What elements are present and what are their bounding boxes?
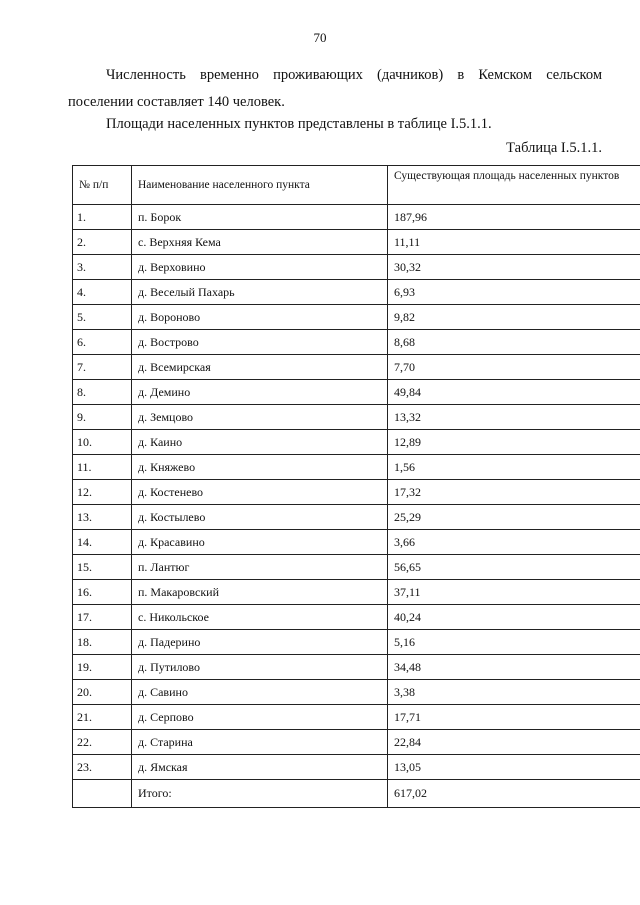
row-number: 13. (73, 505, 132, 530)
settlement-area: 3,66 (388, 530, 640, 555)
total-value: 617,02 (388, 780, 640, 808)
row-number: 8. (73, 380, 132, 405)
settlement-area: 8,68 (388, 330, 640, 355)
row-number: 9. (73, 405, 132, 430)
settlement-name: д. Костенево (132, 480, 388, 505)
settlement-name: д. Верховино (132, 255, 388, 280)
settlement-area: 6,93 (388, 280, 640, 305)
settlement-name: д. Каино (132, 430, 388, 455)
header-settlement-name: Наименование населенного пункта (132, 166, 388, 205)
row-number: 17. (73, 605, 132, 630)
settlement-area: 13,32 (388, 405, 640, 430)
table-row (73, 455, 640, 480)
settlement-name: д. Ямская (132, 755, 388, 780)
row-number: 23. (73, 755, 132, 780)
settlement-name: п. Макаровский (132, 580, 388, 605)
table-row (73, 305, 640, 330)
settlement-name: д. Вострово (132, 330, 388, 355)
table-row (73, 355, 640, 380)
settlement-name: д. Путилово (132, 655, 388, 680)
settlement-name: п. Борок (132, 205, 388, 230)
settlement-area: 11,11 (388, 230, 640, 255)
table-row (73, 555, 640, 580)
table-row (73, 280, 640, 305)
table-caption: Таблица I.5.1.1. (506, 140, 602, 156)
table-row (73, 630, 640, 655)
settlement-area: 25,29 (388, 505, 640, 530)
table-reference-paragraph: Площади населенных пунктов представлены в таблице I.5.1.1. (106, 116, 492, 132)
settlement-area: 13,05 (388, 755, 640, 780)
row-number: 20. (73, 680, 132, 705)
settlement-name: д. Демино (132, 380, 388, 405)
header-area: Существующая площадь населенных пунктов (388, 166, 640, 205)
row-number: 14. (73, 530, 132, 555)
total-empty-cell (73, 780, 132, 808)
settlement-area: 37,11 (388, 580, 640, 605)
table-row (73, 705, 640, 730)
settlement-name: д. Падерино (132, 630, 388, 655)
settlement-name: д. Серпово (132, 705, 388, 730)
settlement-area: 17,32 (388, 480, 640, 505)
table-row (73, 755, 640, 780)
row-number: 6. (73, 330, 132, 355)
settlement-area: 56,65 (388, 555, 640, 580)
settlement-name: с. Никольское (132, 605, 388, 630)
settlement-name: д. Савино (132, 680, 388, 705)
settlement-area: 5,16 (388, 630, 640, 655)
settlement-area: 22,84 (388, 730, 640, 755)
settlement-area: 7,70 (388, 355, 640, 380)
table-row (73, 605, 640, 630)
row-number: 4. (73, 280, 132, 305)
settlement-name: п. Лантюг (132, 555, 388, 580)
settlements-area-table (72, 165, 640, 808)
row-number: 18. (73, 630, 132, 655)
row-number: 19. (73, 655, 132, 680)
row-number: 10. (73, 430, 132, 455)
row-number: 22. (73, 730, 132, 755)
settlement-area: 17,71 (388, 705, 640, 730)
table-total-row (73, 780, 640, 808)
settlement-name: д. Вороново (132, 305, 388, 330)
total-label: Итого: (132, 780, 388, 808)
page-number: 70 (313, 30, 327, 45)
settlement-area: 34,48 (388, 655, 640, 680)
settlement-name: д. Костылево (132, 505, 388, 530)
table-row (73, 230, 640, 255)
settlement-area: 1,56 (388, 455, 640, 480)
settlement-name: д. Всемирская (132, 355, 388, 380)
table-row (73, 205, 640, 230)
table-row (73, 480, 640, 505)
row-number: 11. (73, 455, 132, 480)
settlement-area: 30,32 (388, 255, 640, 280)
table-row (73, 505, 640, 530)
settlement-area: 3,38 (388, 680, 640, 705)
settlement-name: д. Старина (132, 730, 388, 755)
table-row (73, 255, 640, 280)
row-number: 2. (73, 230, 132, 255)
table-row (73, 730, 640, 755)
table-header-row (73, 166, 640, 205)
row-number: 3. (73, 255, 132, 280)
settlement-area: 49,84 (388, 380, 640, 405)
settlement-name: с. Верхняя Кема (132, 230, 388, 255)
settlement-name: д. Княжево (132, 455, 388, 480)
row-number: 1. (73, 205, 132, 230)
settlement-area: 12,89 (388, 430, 640, 455)
row-number: 15. (73, 555, 132, 580)
table-row (73, 430, 640, 455)
settlement-area: 187,96 (388, 205, 640, 230)
row-number: 5. (73, 305, 132, 330)
table-row (73, 680, 640, 705)
header-number: № п/п (73, 166, 132, 205)
row-number: 16. (73, 580, 132, 605)
settlement-name: д. Земцово (132, 405, 388, 430)
settlement-area: 40,24 (388, 605, 640, 630)
table-row (73, 530, 640, 555)
table-row (73, 330, 640, 355)
settlement-name: д. Веселый Пахарь (132, 280, 388, 305)
table-body (73, 205, 640, 808)
row-number: 21. (73, 705, 132, 730)
table-row (73, 580, 640, 605)
settlement-area: 9,82 (388, 305, 640, 330)
population-paragraph: Численность временно проживающих (дачников) в Кемском сельском поселении составляет 140 человек. (68, 67, 602, 110)
row-number: 7. (73, 355, 132, 380)
table-row (73, 380, 640, 405)
row-number: 12. (73, 480, 132, 505)
table-row (73, 655, 640, 680)
table-row (73, 405, 640, 430)
settlement-name: д. Красавино (132, 530, 388, 555)
